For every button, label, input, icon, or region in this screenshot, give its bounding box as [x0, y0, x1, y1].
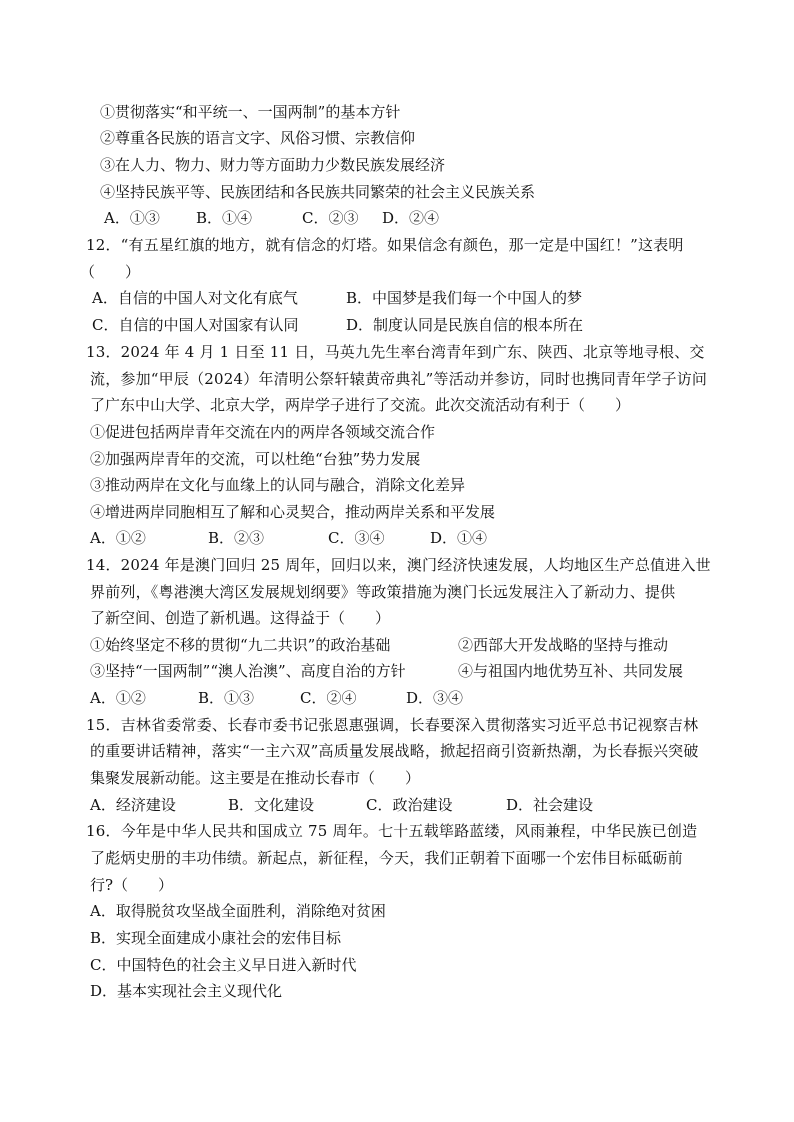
- q16-option-d-row: [0, 978, 794, 1004]
- q12-option-d[interactable]: D．制度认同是民族自信的根本所在: [346, 316, 584, 334]
- q13-statement-3: ③推动两岸在文化与血缘上的认同与融合，消除文化差异: [90, 476, 466, 494]
- q14-statements-row-1: [0, 632, 794, 658]
- q16-stem-line-2: 了彪炳史册的丰功伟绩。新起点，新征程，今天，我们正朝着下面哪一个宏伟目标砥砺前: [90, 849, 683, 867]
- q13-option-c[interactable]: C．③④: [328, 529, 385, 547]
- q13-stem-line-2: 流，参加“甲辰（2024）年清明公祭轩辕黄帝典礼”等活动并参访，同时也携同青年学子访问: [90, 370, 708, 388]
- q13-statement-2: ②加强两岸青年的交流，可以杜绝“台独”势力发展: [90, 450, 421, 468]
- q11-option-d[interactable]: D．②④: [382, 209, 440, 227]
- q16-stem-line-1: 16．今年是中华人民共和国成立 75 周年。七十五载筚路蓝缕，风雨兼程，中华民族已创造: [86, 822, 698, 840]
- q12-stem-line-1: 12．“有五星红旗的地方，就有信念的灯塔。如果信念有颜色，那一定是中国红！”这表明: [86, 236, 684, 254]
- q15-option-b[interactable]: B．文化建设: [228, 796, 315, 814]
- q12-option-a[interactable]: A．自信的中国人对文化有底气: [92, 289, 298, 307]
- q14-statement-3: ③坚持“一国两制”“澳人治澳”、高度自治的方针: [90, 662, 406, 680]
- q16-option-c-row: [0, 952, 794, 978]
- q16-option-a[interactable]: A．取得脱贫攻坚战全面胜利，消除绝对贫困: [90, 902, 386, 920]
- q15-option-c[interactable]: C．政治建设: [366, 796, 453, 814]
- q14-statements-row-2: [0, 658, 794, 684]
- q11-statement-4: ④坚持民族平等、民族团结和各民族共同繁荣的社会主义民族关系: [100, 183, 536, 201]
- q16-option-b-row: [0, 925, 794, 951]
- q14-option-b[interactable]: B．①③: [198, 689, 255, 707]
- q12-option-b[interactable]: B．中国梦是我们每一个中国人的梦: [346, 289, 583, 307]
- q15-stem-line-1: 15．吉林省委常委、长春市委书记张恩惠强调，长春要深入贯彻落实习近平总书记视察吉林: [86, 716, 699, 734]
- q12-options-row-2: [0, 312, 794, 338]
- q13-option-b[interactable]: B．②③: [208, 529, 265, 547]
- q14-statement-1: ①始终坚定不移的贯彻“九二共识”的政治基础: [90, 636, 391, 654]
- q12-stem-line-2: （ ）: [80, 263, 141, 281]
- q16-option-b[interactable]: B．实现全面建成小康社会的宏伟目标: [90, 929, 342, 947]
- q12-options-row-1: [0, 285, 794, 311]
- q15-options: [0, 792, 794, 818]
- q16-stem-line-3: 行?（ ）: [90, 876, 174, 894]
- q14-option-d[interactable]: D．③④: [406, 689, 464, 707]
- q14-options: [0, 685, 794, 711]
- q11-options: [0, 205, 794, 231]
- q15-stem-line-3: 集聚发展新动能。这主要是在推动长春市（ ）: [90, 769, 421, 787]
- q11-option-a[interactable]: A．①③: [104, 209, 160, 227]
- q11-statement-3: ③在人力、物力、财力等方面助力少数民族发展经济: [100, 156, 446, 174]
- q14-stem-line-3: 了新空间、创造了新机遇。这得益于（ ）: [90, 609, 391, 627]
- q13-stem-line-3: 了广东中山大学、北京大学，两岸学子进行了交流。此次交流活动有利于（ ）: [90, 396, 631, 414]
- q13-option-a[interactable]: A．①②: [90, 529, 146, 547]
- q13-options: [0, 525, 794, 551]
- q16-option-d[interactable]: D．基本实现社会主义现代化: [90, 982, 283, 1000]
- q13-statement-1: ①促进包括两岸青年交流在内的两岸各领域交流合作: [90, 423, 436, 441]
- q14-option-a[interactable]: A．①②: [90, 689, 146, 707]
- q14-stem-line-2: 界前列，《粤港澳大湾区发展规划纲要》等政策措施为澳门长远发展注入了新动力、提供: [90, 583, 676, 601]
- q11-option-b[interactable]: B．①④: [196, 209, 253, 227]
- q14-stem-line-1: 14．2024 年是澳门回归 25 周年，回归以来，澳门经济快速发展，人均地区生产总值进入世: [86, 556, 711, 574]
- q14-option-c[interactable]: C．②④: [300, 689, 357, 707]
- q15-option-a[interactable]: A．经济建设: [90, 796, 176, 814]
- q16-option-a-row: [0, 898, 794, 924]
- q15-option-d[interactable]: D．社会建设: [506, 796, 594, 814]
- q11-statement-2: ②尊重各民族的语言文字、风俗习惯、宗教信仰: [100, 129, 416, 147]
- q13-statement-4: ④增进两岸同胞相互了解和心灵契合，推动两岸关系和平发展: [90, 503, 496, 521]
- q12-option-c[interactable]: C．自信的中国人对国家有认同: [92, 316, 299, 334]
- q11-option-c[interactable]: C．②③: [302, 209, 359, 227]
- q11-statement-1: ①贯彻落实“和平统一、一国两制”的基本方针: [100, 103, 401, 121]
- q13-option-d[interactable]: D．①④: [430, 529, 488, 547]
- q14-statement-2: ②西部大开发战略的坚持与推动: [458, 636, 669, 654]
- q15-stem-line-2: 的重要讲话精神，落实“一主六双”高质量发展战略，掀起招商引资新热潮，为长春振兴突破: [90, 742, 699, 760]
- q13-stem-line-1: 13．2024 年 4 月 1 日至 11 日，马英九先生率台湾青年到广东、陕西、北京等地寻根、交: [86, 343, 705, 361]
- q14-statement-4: ④与祖国内地优势互补、共同发展: [458, 662, 684, 680]
- q16-option-c[interactable]: C．中国特色的社会主义早日进入新时代: [90, 956, 357, 974]
